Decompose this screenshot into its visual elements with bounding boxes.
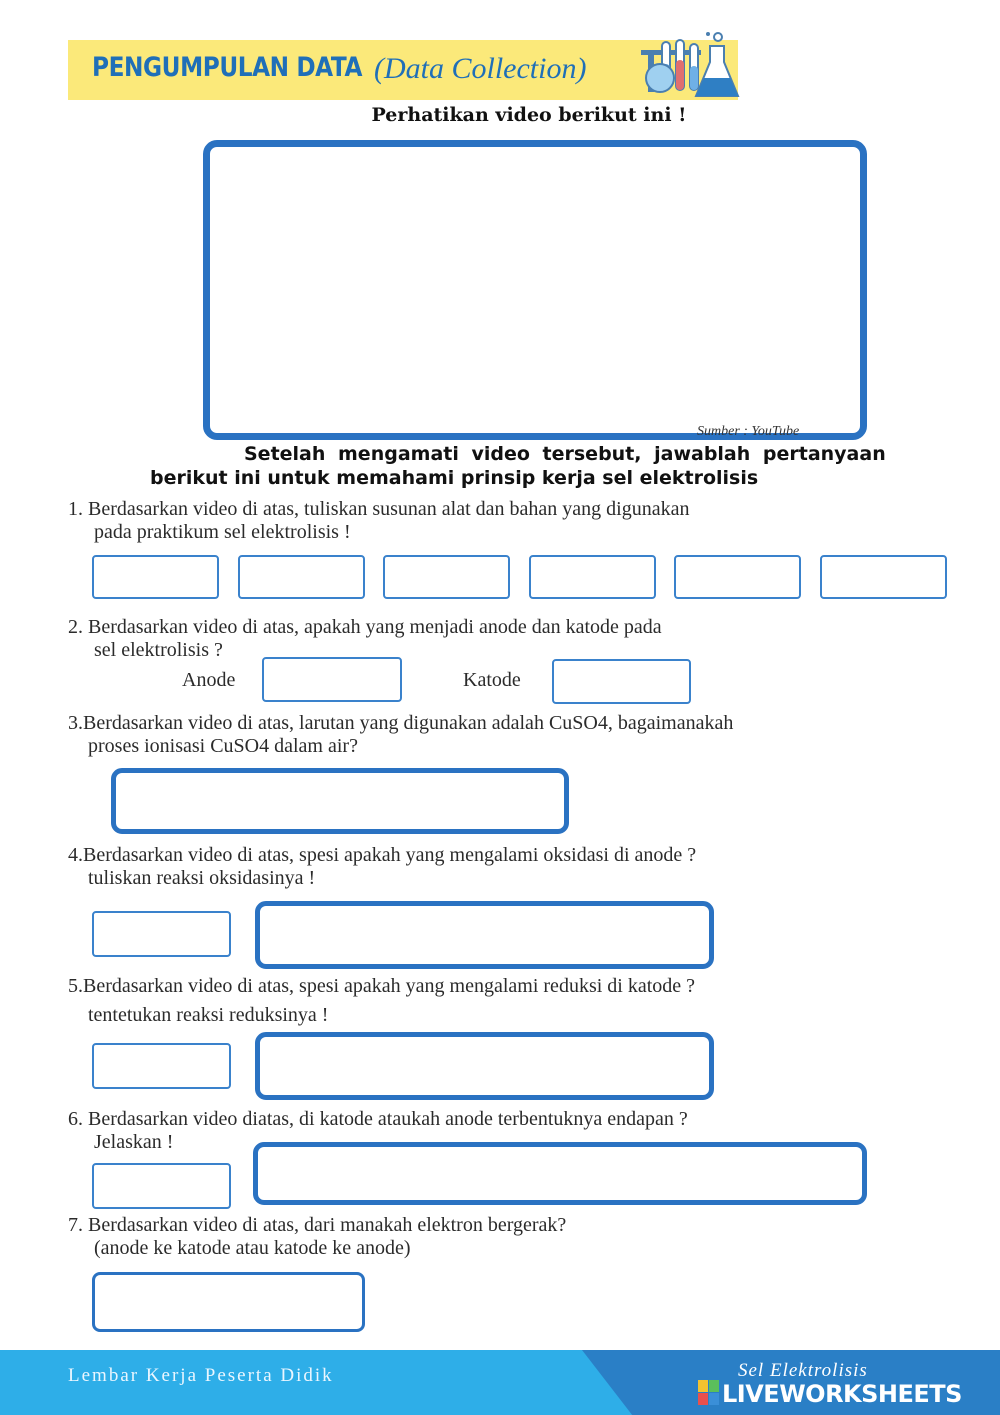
- question-1-line2: pada praktikum sel elektrolisis !: [94, 521, 351, 543]
- question-text: Berdasarkan video di atas, apakah yang menjadi anode dan katode pada: [88, 616, 662, 638]
- video-instruction: Perhatikan video berikut ini !: [371, 104, 687, 126]
- intro-text-line1: Setelah mengamati video tersebut, jawablah pertanyaan: [244, 443, 886, 465]
- answer-field-q3[interactable]: [111, 768, 569, 834]
- question-3-line2: proses ionisasi CuSO4 dalam air?: [88, 735, 358, 757]
- footer-left-text: Lembar Kerja Peserta Didik: [68, 1365, 334, 1386]
- question-text: Berdasarkan video di atas, larutan yang digunakan adalah CuSO4, bagaimanakah: [83, 712, 734, 734]
- question-number: 2.: [68, 616, 83, 638]
- anode-answer-field[interactable]: [262, 657, 402, 702]
- answer-field-q5-reaction[interactable]: [255, 1032, 714, 1100]
- answer-field-q4-reaction[interactable]: [255, 901, 714, 969]
- intro-text-line2: berikut ini untuk memahami prinsip kerja sel elektrolisis: [150, 467, 759, 489]
- answer-field-q5-species[interactable]: [92, 1043, 231, 1089]
- question-2-line2: sel elektrolisis ?: [94, 639, 223, 661]
- question-text: Berdasarkan video diatas, di katode ataukah anode terbentuknya endapan ?: [88, 1108, 688, 1130]
- question-3: [68, 712, 733, 735]
- question-text: Berdasarkan video di atas, spesi apakah yang mengalami oksidasi di anode ?: [83, 844, 697, 866]
- footer-topic: Sel Elektrolisis: [738, 1360, 868, 1381]
- question-number: 1.: [68, 498, 83, 520]
- question-text: Berdasarkan video di atas, spesi apakah yang mengalami reduksi di katode ?: [83, 975, 696, 997]
- question-7: [68, 1214, 566, 1237]
- question-5-line2: tentetukan reaksi reduksinya !: [88, 1004, 329, 1026]
- answer-field-q7[interactable]: [92, 1272, 365, 1332]
- question-6-line2: Jelaskan !: [94, 1131, 174, 1153]
- answer-field-q1-6[interactable]: [820, 555, 947, 599]
- video-player[interactable]: [203, 140, 867, 440]
- answer-field-q1-3[interactable]: [383, 555, 510, 599]
- question-6: [68, 1108, 688, 1131]
- question-2: [68, 616, 662, 639]
- answer-field-q6-location[interactable]: [92, 1163, 231, 1209]
- answer-field-q6-explanation[interactable]: [253, 1142, 867, 1205]
- question-number: 5.: [68, 975, 83, 997]
- liveworksheets-brand: LIVEWORKSHEETS: [722, 1380, 962, 1408]
- katode-label: Katode: [463, 669, 521, 691]
- video-source-caption: Sumber : YouTube: [697, 424, 800, 439]
- question-number: 3.: [68, 712, 83, 734]
- question-number: 4.: [68, 844, 83, 866]
- question-4: [68, 844, 696, 867]
- answer-field-q1-1[interactable]: [92, 555, 219, 599]
- question-number: 6.: [68, 1108, 83, 1130]
- question-text: Berdasarkan video di atas, dari manakah elektron bergerak?: [88, 1214, 567, 1236]
- answer-field-q4-species[interactable]: [92, 911, 231, 957]
- question-4-line2: tuliskan reaksi oksidasinya !: [88, 867, 316, 889]
- question-number: 7.: [68, 1214, 83, 1236]
- lab-flask-icon: [638, 30, 743, 102]
- question-5: [68, 975, 695, 998]
- answer-field-q1-5[interactable]: [674, 555, 801, 599]
- liveworksheets-logo-icon: [698, 1380, 720, 1406]
- question-7-line2: (anode ke katode atau katode ke anode): [94, 1237, 411, 1259]
- question-1: [68, 498, 690, 521]
- page-title: PENGUMPULAN DATA: [92, 52, 363, 83]
- katode-answer-field[interactable]: [552, 659, 691, 704]
- page-subtitle: (Data Collection): [374, 52, 587, 85]
- answer-field-q1-4[interactable]: [529, 555, 656, 599]
- answer-field-q1-2[interactable]: [238, 555, 365, 599]
- anode-label: Anode: [182, 669, 236, 691]
- question-text: Berdasarkan video di atas, tuliskan susunan alat dan bahan yang digunakan: [88, 498, 690, 520]
